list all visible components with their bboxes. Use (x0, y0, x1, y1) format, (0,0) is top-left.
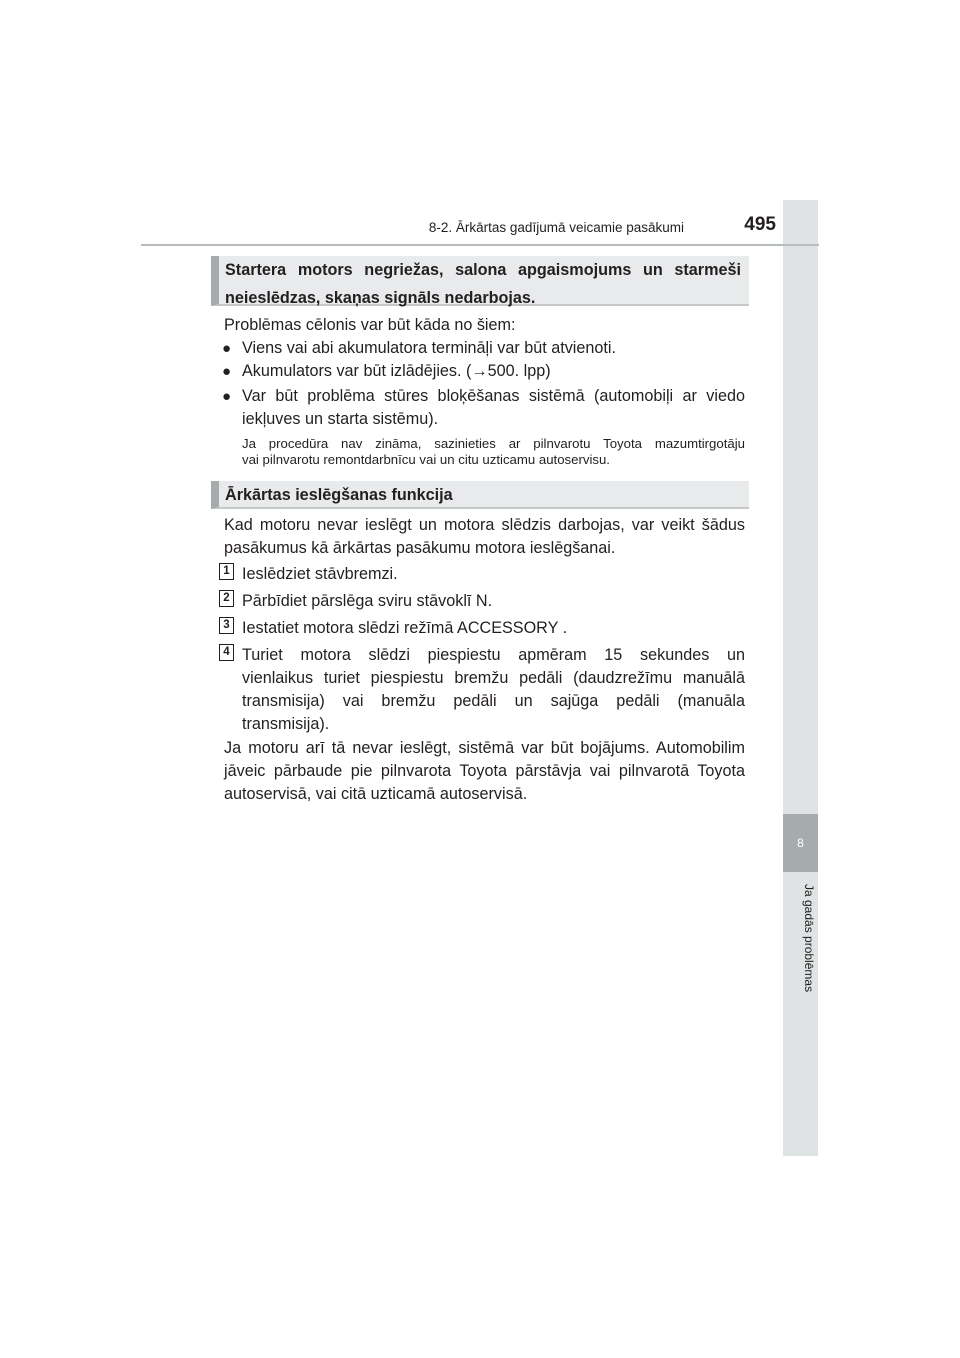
step-text: Turiet motora slēdzi piespiestu apmēram 15 sekundes un (242, 646, 745, 664)
section2-heading: Ārkārtas ieslēgšanas funkcija (211, 481, 749, 509)
bullet-item: Var būt problēma stūres bloķēšanas sistēmā (automobiļi ar viedo (242, 387, 745, 405)
step-number-badge: 4 (219, 644, 234, 661)
bullet-item: Viens vai abi akumulatora termināļi var būt atvienoti. (242, 339, 617, 357)
bullet-dot-icon: ● (222, 340, 232, 357)
section-header-title: 8-2. Ārkārtas gadījumā veicamie pasākumi (428, 220, 684, 235)
step-text-continuation: transmisija) vai bremžu pedāli un sajūga pedāli (manuāla (242, 692, 745, 710)
chapter-number: 8 (783, 814, 818, 872)
section1-heading (211, 256, 749, 306)
section2-outro-line1: Ja motoru arī tā nevar ieslēgt, sistēmā var būt bojājums. Automobilim (224, 739, 745, 757)
step-number-badge: 1 (219, 563, 234, 580)
section1-intro: Problēmas cēlonis var būt kāda no šiem: (224, 316, 516, 334)
section1-heading-line2: neieslēdzas, skaņas signāls nedarbojas. (225, 289, 536, 307)
note-line: Ja procedūra nav zināma, sazinieties ar pilnvarotu Toyota mazumtirgotāju (242, 436, 745, 451)
section2-intro-line2: pasākumus kā ārkārtas pasākumu motora ieslēgšanai. (224, 539, 616, 557)
section2-outro-line3: autoservisā, vai citā uzticamā autoservisā. (224, 785, 528, 803)
step-number-badge: 2 (219, 590, 234, 607)
bullet-dot-icon: ● (222, 363, 232, 380)
note-line: vai pilnvarotu remontdarbnīcu vai un citu uzticamu autoservisu. (242, 452, 610, 467)
section2-outro-line2: jāveic pārbaude pie pilnvarota Toyota pārstāvja vai pilnvarotā Toyota (224, 762, 745, 780)
section2-intro-line1: Kad motoru nevar ieslēgt un motora slēdzis darbojas, var veikt šādus (224, 516, 745, 534)
step-text-continuation: transmisija). (242, 715, 330, 733)
step-text: Iestatiet motora slēdzi režīmā ACCESSORY . (242, 619, 568, 637)
step-text: Ieslēdziet stāvbremzi. (242, 565, 398, 583)
bullet-dot-icon: ● (222, 388, 232, 405)
page-number: 495 (744, 214, 776, 235)
header-divider (141, 244, 819, 246)
step-text-continuation: vienlaikus turiet piespiestu bremžu pedāli (daudzrežīmu manuālā (242, 669, 745, 687)
section1-heading-line1: Startera motors negriežas, salona apgaismojums un starmeši (225, 261, 741, 279)
bullet-item-continuation: iekļuves un starta sistēmu). (242, 410, 439, 428)
step-number-badge: 3 (219, 617, 234, 634)
chapter-title: Ja gadās problēmas (802, 884, 816, 993)
step-text: Pārbīdiet pārslēga sviru stāvoklī N. (242, 592, 493, 610)
bullet-item: Akumulators var būt izlādējies. (→500. lpp) (242, 362, 551, 380)
